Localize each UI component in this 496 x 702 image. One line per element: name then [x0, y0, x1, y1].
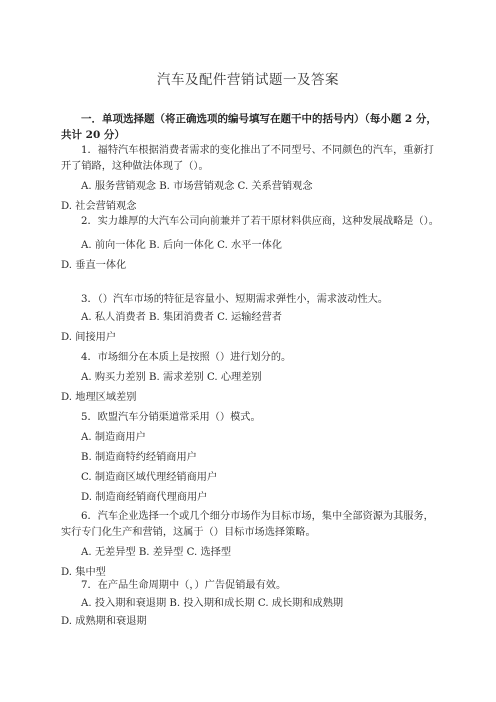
question-options-line: D. 社会营销观念 [61, 201, 137, 212]
question-stem: 3．（）汽车市场的特征是容量小、短期需求弹性小，需求波动性大。 [81, 294, 389, 305]
question-option: A. 制造商用户 [81, 432, 146, 443]
question-option: D. 制造商经销商代理商用户 [81, 492, 208, 503]
question-stem: 4．市场细分在本质上是按照（）进行划分的。 [81, 352, 292, 363]
question-options-line: D. 垂直一体化 [61, 260, 127, 271]
document-title: 汽车及配件营销试题一及答案 [157, 72, 339, 88]
question-stem: 7．在产品生命周期中（，）广告促销最有效。 [81, 580, 287, 591]
question-stem: 1．福特汽车根据消费者需求的变化推出了不同型号、不同颜色的汽车，重新打开了销路，这种做法体现了（）。 [61, 145, 434, 172]
question-options-line: D. 间接用户 [61, 332, 117, 343]
question-stem: 6．汽车企业选择一个或几个细分市场作为目标市场，集中全部资源为其服务，实行专门化生产和营销，这属于（）目标市场选择策略。 [61, 511, 434, 538]
question-options-line: A. 服务营销观念 B. 市场营销观念 C. 关系营销观念 [81, 181, 313, 192]
question-2 [61, 214, 439, 274]
question-1 [61, 143, 439, 215]
question-stem: 5．欧盟汽车分销渠道常采用（）模式。 [81, 412, 261, 423]
question-option: C. 制造商区域代理经销商用户 [81, 472, 218, 483]
question-5 [61, 410, 439, 506]
question-options-line: D. 成熟期和衰退期 [61, 616, 147, 627]
question-options-line: A. 购买力差别 B. 需求差别 C. 心理差别 [81, 372, 262, 383]
question-options-line: A. 前向一体化 B. 后向一体化 C. 水平一体化 [81, 240, 282, 251]
question-3 [61, 292, 439, 346]
question-options-line: A. 投入期和衰退期 B. 投入期和成长期 C. 成长期和成熟期 [81, 598, 344, 609]
question-options-line: A. 私人消费者 B. 集团消费者 C. 运输经营者 [81, 312, 282, 323]
question-option: B. 制造商特约经销商用户 [81, 452, 197, 463]
question-7 [61, 578, 439, 630]
question-options-line: A. 无差异型 B. 差异型 C. 选择型 [81, 547, 232, 558]
question-4 [61, 350, 439, 406]
section-heading [61, 111, 441, 143]
question-6 [61, 509, 439, 581]
question-options-line: D. 集中型 [61, 567, 106, 578]
question-options-line: D. 地理区域差别 [61, 392, 137, 403]
section-heading-text: 一．单项选择题（将正确选项的编号填写在题干中的括号内）（每小题 2 分，共计 20 分） [61, 113, 437, 141]
question-stem: 2．实力雄厚的大汽车公司向前兼并了若干原材料供应商，这种发展战略是（）。 [81, 216, 439, 227]
